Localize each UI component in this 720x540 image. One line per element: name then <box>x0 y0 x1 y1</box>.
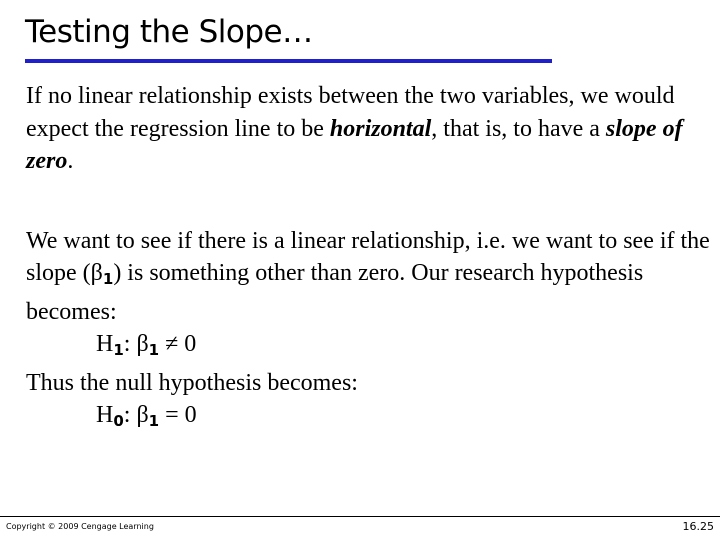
para1-text-b: , that is, to have a <box>431 115 606 142</box>
h0-middle: : β <box>123 402 149 428</box>
para2-text-b: ) is something other than zero. Our research hypothesis becomes: <box>26 260 644 325</box>
h1-letter: H <box>96 331 114 357</box>
h0-subscript: 0 <box>113 412 124 430</box>
paragraph-horizontal-line <box>26 80 716 178</box>
para2-text-a: We want to see if there is a linear relationship, i.e. we want to see if the slope (β <box>26 227 710 286</box>
null-hypothesis-intro: Thus the null hypothesis becomes: <box>26 369 358 396</box>
h0-letter: H <box>96 402 114 428</box>
footer-divider <box>0 516 720 517</box>
slide-title: Testing the Slope… <box>25 14 313 50</box>
h0-beta-subscript: 1 <box>148 412 160 430</box>
emphasis-slope-of-zero: slope of zero <box>26 115 683 174</box>
footer-copyright: Copyright © 2009 Cengage Learning <box>6 522 154 531</box>
emphasis-horizontal: horizontal <box>329 115 432 142</box>
h1-middle: : β <box>123 331 149 357</box>
title-underline <box>25 59 552 63</box>
paragraph-gap <box>26 178 716 225</box>
paragraph-research-hypothesis <box>26 225 716 329</box>
slide-body <box>26 80 716 438</box>
h1-rest: ≠ 0 <box>159 331 197 357</box>
h0-rest: = 0 <box>159 402 197 428</box>
para1-text-a: If no linear relationship exists between the two variables, we would expect the regression line to be <box>26 83 675 142</box>
null-hypothesis <box>26 399 716 438</box>
h1-beta-subscript: 1 <box>148 341 160 359</box>
para1-text-c: . <box>67 148 74 174</box>
alternative-hypothesis <box>26 328 716 367</box>
beta-subscript: 1 <box>102 270 114 288</box>
h1-subscript: 1 <box>113 341 124 359</box>
page-number: 16.25 <box>682 520 714 533</box>
